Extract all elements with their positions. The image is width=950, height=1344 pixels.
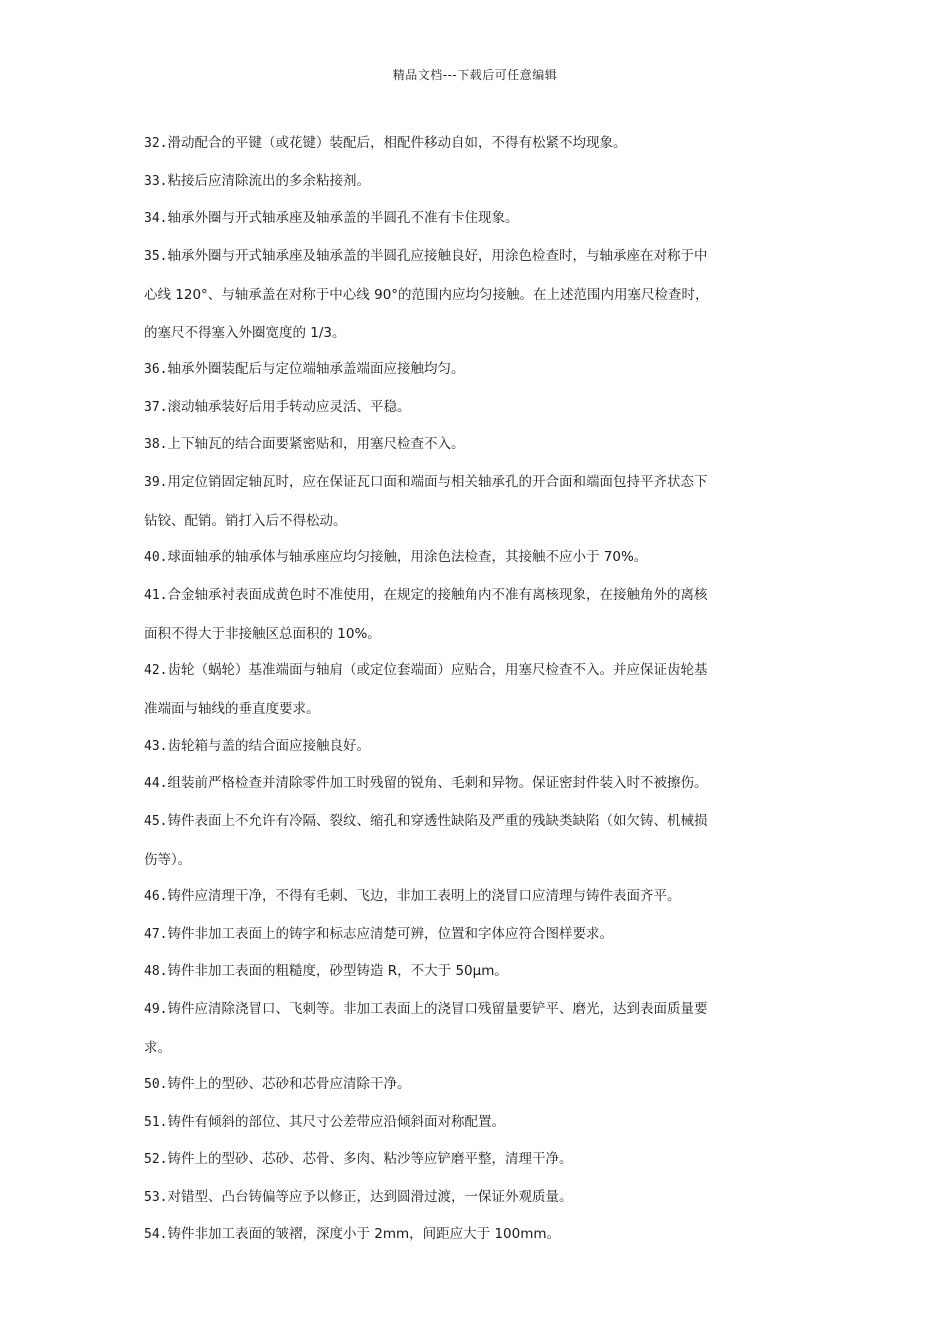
list-item-text: 轴承外圈与开式轴承座及轴承盖的半圆孔应接触良好，用涂色检查时，与轴承座在对称于中 [167,247,708,264]
list-item-line [144,802,816,841]
list-item-text: 求。 [144,1039,171,1056]
list-item-number: 40. [144,550,168,565]
list-item-line [144,162,816,201]
list-item-number: 38. [144,437,168,452]
list-item [144,538,816,577]
list-item-text: 用定位销固定轴瓦时，应在保证瓦口面和端面与相关轴承孔的开合面和端面包持平齐状态下 [167,473,708,490]
list-item [144,388,816,427]
list-item-line [144,576,816,615]
list-item-text: 铸件非加工表面的皱褶，深度小于 2mm，间距应大于 100mm。 [167,1226,561,1242]
list-item-text: 铸件应清理干净，不得有毛刺、飞边，非加工表明上的浇冒口应清理与铸件表面齐平。 [167,888,681,904]
list-item-line [144,1065,816,1104]
list-item-number: 51. [144,1114,168,1130]
list-item-number: 37. [144,399,168,415]
list-item-text: 滚动轴承装好后用手转动应灵活、平稳。 [167,398,411,415]
list-item-text: 轴承外圈与开式轴承座及轴承盖的半圆孔不准有卡住现象。 [167,210,519,226]
list-item-text: 的塞尺不得塞入外圈宽度的 1/3。 [144,324,346,341]
list-item-number: 54. [144,1227,168,1242]
list-item-number: 44. [144,776,168,791]
list-item [144,199,816,238]
list-item [144,915,816,954]
list-item-number: 39. [144,474,168,490]
list-item-line [144,1103,816,1142]
list-item-text: 铸件上的型砂、芯砂和芯骨应清除干净。 [167,1076,411,1092]
list-item [144,350,816,389]
list-item-text: 准端面与轴线的垂直度要求。 [144,701,320,717]
list-item [144,877,816,916]
list-item [144,1103,816,1142]
list-item-text: 对错型、凸台铸偏等应予以修正，达到圆滑过渡，一保证外观质量。 [167,1188,573,1205]
list-item-number: 45. [144,813,168,829]
list-item-text: 铸件有倾斜的部位、其尺寸公差带应沿倾斜面对称配置。 [167,1113,505,1130]
list-item-number: 33. [144,173,168,189]
list-item-text: 铸件非加工表面的粗糙度，砂型铸造 R，不大于 50μm。 [167,963,508,979]
list-item-number: 53. [144,1189,168,1205]
list-item [144,1178,816,1217]
list-item-text: 上下轴瓦的结合面要紧密贴和，用塞尺检查不入。 [167,436,465,452]
list-item-number: 35. [144,248,168,264]
list-item [144,651,816,728]
list-item-number: 52. [144,1152,168,1167]
list-item-text: 面积不得大于非接触区总面积的 10%。 [144,625,381,642]
list-item-text: 铸件上的型砂、芯砂、芯骨、多肉、粘沙等应铲磨平整，清理干净。 [167,1151,573,1167]
list-item-line [144,915,816,954]
list-item-line [144,764,816,803]
list-item-number: 43. [144,738,168,754]
list-item [144,463,816,540]
list-item-text: 轴承外圈装配后与定位端轴承盖端面应接触均匀。 [167,361,465,377]
list-item-text: 伤等）。 [144,851,192,868]
list-item-line [144,538,816,577]
document-body [144,124,816,1253]
list-item-number: 32. [144,136,168,151]
list-item [144,1215,816,1254]
list-item-number: 36. [144,362,168,377]
list-item-line [144,1140,816,1179]
list-item-line [144,841,816,879]
list-item-line [144,690,816,728]
list-item [144,576,816,653]
list-item-line [144,388,816,427]
list-item-text: 钻铰、配销。销打入后不得松动。 [144,512,347,529]
list-item-text: 粘接后应清除流出的多余粘接剂。 [167,172,370,189]
list-item-line [144,615,816,653]
list-item-line [144,314,816,352]
list-item-number: 50. [144,1077,168,1092]
list-item-line [144,502,816,540]
list-item [144,990,816,1067]
list-item-text: 球面轴承的轴承体与轴承座应均匀接触，用涂色法检查，其接触不应小于 70%。 [167,549,648,565]
list-item-line [144,425,816,464]
list-item-line [144,1215,816,1254]
list-item-text: 心线 120°、与轴承盖在对称于中心线 90°的范围内应均匀接触。在上述范围内用塞尺检查时， [144,286,709,303]
list-item-line [144,124,816,163]
list-item [144,162,816,201]
list-item-text: 滑动配合的平键（或花键）装配后，相配件移动自如，不得有松紧不均现象。 [167,135,627,151]
list-item-line [144,990,816,1029]
list-item-line [144,199,816,238]
list-item-text: 齿轮箱与盖的结合面应接触良好。 [167,737,370,754]
list-item-text: 组装前严格检查并清除零件加工时残留的锐角、毛刺和异物。保证密封件装入时不被擦伤。 [167,775,708,791]
list-item-text: 铸件非加工表面上的铸字和标志应清楚可辨，位置和字体应符合图样要求。 [167,925,613,942]
list-item-number: 47. [144,926,168,942]
list-item-line [144,727,816,766]
list-item-text: 铸件表面上不允许有冷隔、裂纹、缩孔和穿透性缺陷及严重的残缺类缺陷（如欠铸、机械损 [167,812,708,829]
list-item-line [144,651,816,690]
list-item-line [144,1178,816,1217]
list-item [144,952,816,991]
page-header: 精品文档---下载后可任意编辑 [392,68,558,82]
list-item-line [144,276,816,314]
list-item-line [144,463,816,502]
list-item [144,425,816,464]
list-item-text: 铸件应清除浇冒口、飞刺等。非加工表面上的浇冒口残留量要铲平、磨光，达到表面质量要 [167,1000,708,1017]
list-item [144,727,816,766]
list-item-number: 48. [144,964,168,979]
list-item-text: 齿轮（蜗轮）基准端面与轴肩（或定位套端面）应贴合，用塞尺检查不入。并应保证齿轮基 [167,662,708,678]
list-item [144,1065,816,1104]
list-item-number: 46. [144,889,168,904]
list-item [144,124,816,163]
list-item-number: 41. [144,587,168,603]
list-item [144,764,816,803]
list-item-number: 49. [144,1001,168,1017]
list-item-text: 合金轴承衬表面成黄色时不准使用，在规定的接触角内不准有离核现象，在接触角外的离核 [167,586,708,603]
list-item-line [144,237,816,276]
list-item-line [144,877,816,916]
list-item [144,802,816,879]
list-item-line [144,350,816,389]
list-item [144,237,816,352]
list-item [144,1140,816,1179]
list-item-line [144,952,816,991]
list-item-number: 42. [144,663,168,678]
list-item-line [144,1029,816,1067]
list-item-number: 34. [144,211,168,226]
